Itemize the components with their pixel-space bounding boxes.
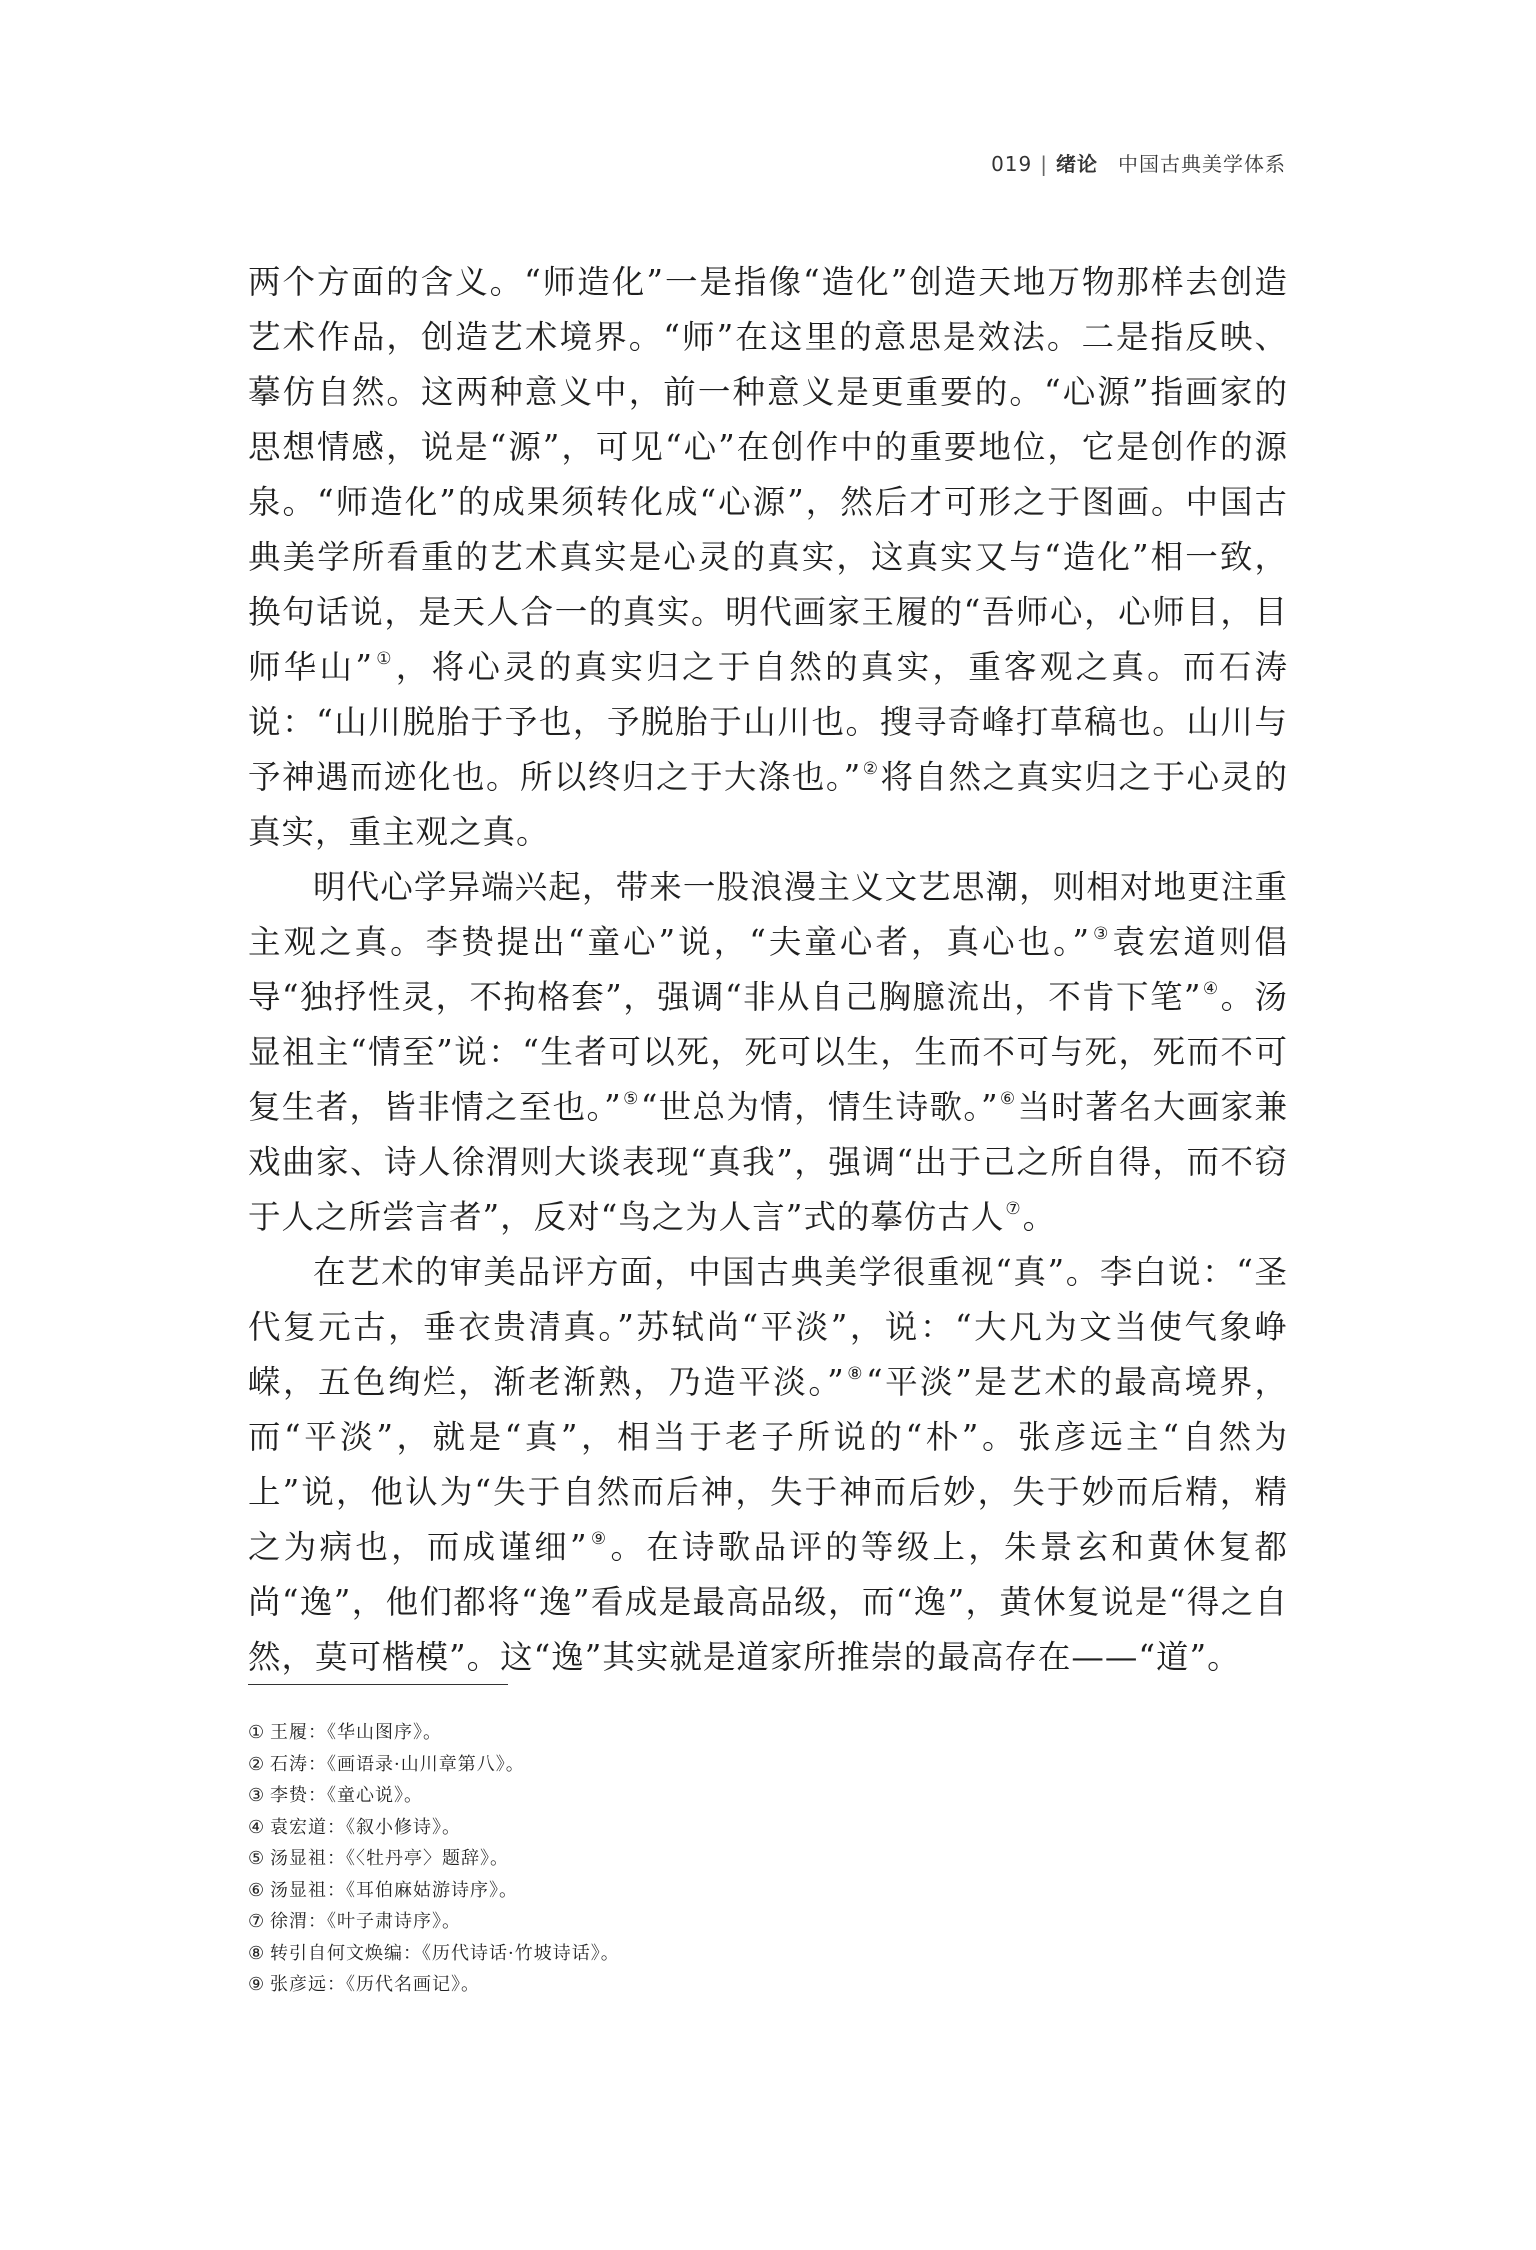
footnote-text: 袁宏道：《叙小修诗》。 — [270, 1816, 461, 1838]
paragraph-3 — [248, 1245, 1288, 1685]
footnote-number: ⑧ — [248, 1942, 266, 1964]
footnote-ref-2[interactable]: ② — [862, 759, 880, 779]
footnote-number: ⑤ — [248, 1848, 266, 1869]
paragraph-2-text-c: 。汤显祖主“情至”说：“生者可以死，死可以生，生而不可与死，死而不可复生者，皆非情之至也。” — [248, 978, 1288, 1126]
footnote-number: ④ — [248, 1816, 266, 1838]
header-separator: | — [1040, 152, 1048, 176]
running-head — [991, 148, 1286, 177]
paragraph-3-text-a: 在艺术的审美品评方面，中国古典美学很重视“真”。李白说：“圣代复元古，垂衣贵清真。”苏轼尚“平淡”，说：“大凡为文当使气象峥嵘，五色绚烂，渐老渐熟，乃造平淡。” — [248, 1253, 1288, 1401]
footnote-text: 徐渭：《叶子肃诗序》。 — [270, 1911, 461, 1932]
footnote-item — [248, 1717, 1288, 1749]
footnotes — [248, 1717, 1288, 2001]
paragraph-1-text-c: 将自然之真实归之于心灵的真实，重主观之真。 — [248, 758, 1288, 851]
footnote-number: ⑥ — [248, 1879, 266, 1901]
paragraph-1-text-a: 两个方面的含义。“师造化”一是指像“造化”创造天地万物那样去创造艺术作品，创造艺术境界。“师”在这里的意思是效法。二是指反映、摹仿自然。这两种意义中，前一种意义是更重要的。“心源”指画家的思想情感，说是“源”，可见“心”在创作中的重要地位，它是创作的源泉。“师造化”的成果须转化成“心源”，然后才可形之于图画。中国古典美学所看重的艺术真实是心灵的真实，这真实又与“造化”相一致，换句话说，是天人合一的真实。明代画家王履的“吾师心，心师目，目师华山” — [248, 263, 1288, 686]
footnote-ref-9[interactable]: ⑨ — [588, 1529, 610, 1549]
footnote-item — [248, 1843, 1288, 1875]
footnote-ref-3[interactable]: ③ — [1091, 924, 1112, 944]
footnote-ref-8[interactable]: ⑧ — [845, 1364, 866, 1384]
footnote-number: ⑨ — [248, 1974, 266, 1995]
footnote-item — [248, 1749, 1288, 1781]
paragraph-2-text-a: 明代心学异端兴起，带来一股浪漫主义文艺思潮，则相对地更注重主观之真。李贽提出“童心”说，“夫童心者，真心也。” — [248, 868, 1288, 961]
paragraph-2-text-d: “世总为情，情生诗歌。” — [640, 1088, 999, 1126]
footnote-item — [248, 1906, 1288, 1938]
footnote-item — [248, 1938, 1288, 1970]
footnote-ref-5[interactable]: ⑤ — [622, 1089, 640, 1109]
footnote-ref-1[interactable]: ① — [373, 649, 395, 669]
paragraph-2 — [248, 860, 1288, 1245]
header-part: 绪论 — [1056, 152, 1098, 176]
footnote-text: 转引自何文焕编：《历代诗话·竹坡诗话》。 — [270, 1942, 620, 1964]
body-text — [248, 255, 1288, 1685]
footnote-number: ⑦ — [248, 1911, 266, 1932]
footnote-ref-6[interactable]: ⑥ — [999, 1089, 1017, 1109]
footnote-ref-7[interactable]: ⑦ — [1005, 1199, 1022, 1219]
paragraph-1-text-b: ，将心灵的真实归之于自然的真实，重客观之真。而石涛说：“山川脱胎于予也，予脱胎于山川也。搜寻奇峰打草稿也。山川与予神遇而迹化也。所以终归之于大涤也。” — [248, 648, 1288, 796]
footnote-item — [248, 1812, 1288, 1844]
footnote-text: 汤显祖：《耳伯麻姑游诗序》。 — [270, 1879, 518, 1901]
paragraph-2-text-e: 当时著名大画家兼戏曲家、诗人徐渭则大谈表现“真我”，强调“出于己之所自得，而不窃于人之所尝言者”，反对“鸟之为人言”式的摹仿古人 — [248, 1088, 1288, 1236]
footnote-number: ② — [248, 1753, 266, 1775]
footnote-divider — [248, 1684, 508, 1685]
footnote-item — [248, 1875, 1288, 1907]
paragraph-3-text-b: “平淡”是艺术的最高境界，而“平淡”，就是“真”，相当于老子所说的“朴”。张彦远主“自然为上”说，他认为“失于自然而后神，失于神而后妙，失于妙而后精，精之为病也，而成谨细” — [248, 1363, 1288, 1566]
footnote-item — [248, 1780, 1288, 1812]
header-book-title: 中国古典美学体系 — [1118, 152, 1286, 176]
footnote-item — [248, 1969, 1288, 2001]
footnote-text: 石涛：《画语录·山川章第八》。 — [270, 1753, 525, 1775]
footnote-text: 王履：《华山图序》。 — [270, 1722, 442, 1743]
paragraph-3-text-c: 。在诗歌品评的等级上，朱景玄和黄休复都尚“逸”，他们都将“逸”看成是最高品级，而“逸”，黄休复说是“得之自然，莫可楷模”。这“逸”其实就是道家所推崇的最高存在——“道”。 — [248, 1528, 1288, 1676]
footnote-text: 汤显祖：《〈牡丹亭〉题辞》。 — [270, 1848, 509, 1869]
paragraph-1 — [248, 255, 1288, 860]
paragraph-2-text-b: 袁宏道则倡导“独抒性灵，不拘格套”，强调“非从自己胸臆流出，不肯下笔” — [248, 923, 1288, 1016]
footnote-text: 张彦远：《历代名画记》。 — [270, 1974, 480, 1995]
footnote-number: ③ — [248, 1785, 266, 1806]
footnote-ref-4[interactable]: ④ — [1202, 979, 1220, 999]
footnote-text: 李贽：《童心说》。 — [270, 1785, 423, 1806]
page-number: 019 — [991, 152, 1033, 176]
paragraph-2-text-f: 。 — [1022, 1198, 1057, 1236]
footnote-number: ① — [248, 1722, 266, 1743]
